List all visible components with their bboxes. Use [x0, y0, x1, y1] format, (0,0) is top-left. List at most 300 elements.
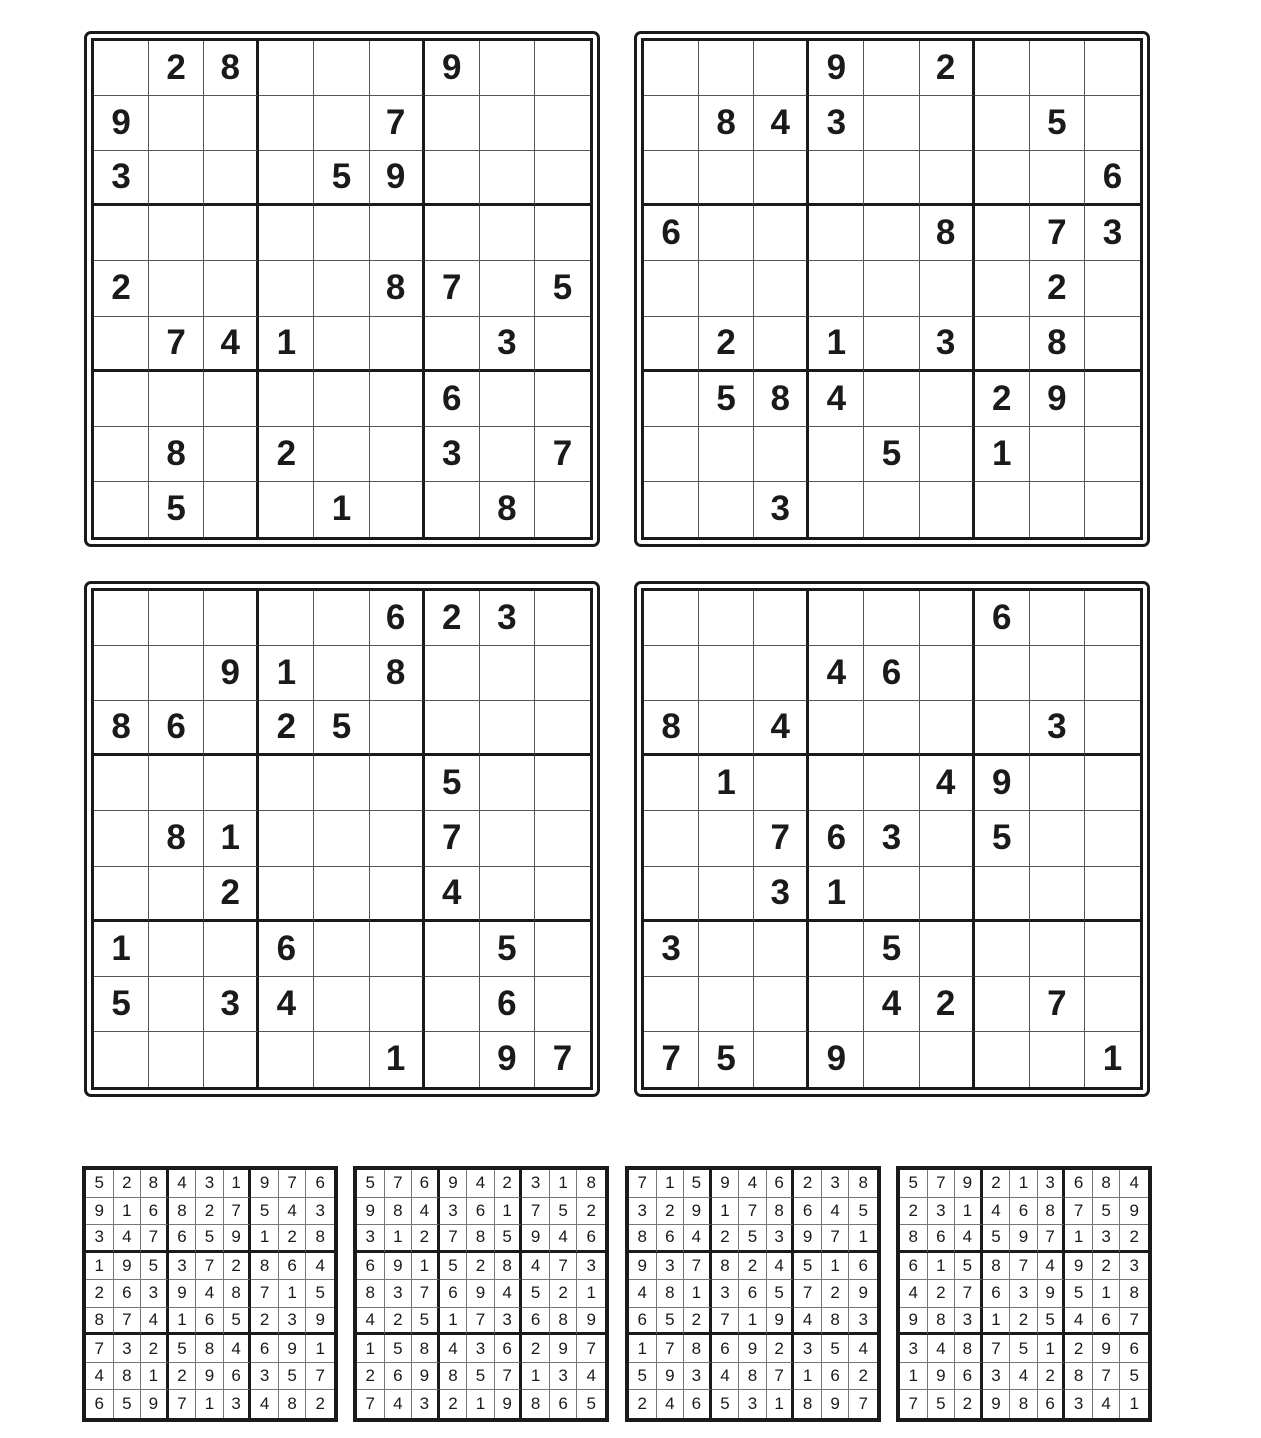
grid-cell-r4c6	[370, 756, 425, 811]
grid-cell-r2c2	[699, 646, 754, 701]
grid-cell-r5c7	[975, 261, 1030, 316]
grid-cell-r8c3: 3	[684, 1363, 712, 1391]
grid-cell-r4c5	[314, 756, 369, 811]
grid-cell-r1c3: 9	[955, 1170, 983, 1198]
grid-cell-r8c8: 6	[822, 1363, 850, 1391]
grid-cell-r3c4	[259, 151, 314, 206]
grid-cell-r3c4: 6	[169, 1225, 197, 1253]
grid-cell-r3c8: 3	[1030, 701, 1085, 756]
grid-cell-r4c5: 2	[467, 1253, 495, 1281]
grid-cell-r2c7: 5	[251, 1198, 279, 1226]
grid-cell-r8c3	[204, 427, 259, 482]
grid-cell-r1c5: 1	[1010, 1170, 1038, 1198]
grid-cell-r7c9: 4	[849, 1335, 877, 1363]
grid-cell-r8c6: 2	[920, 977, 975, 1032]
grid-cell-r9c7: 4	[251, 1390, 279, 1418]
grid-cell-r3c3: 4	[955, 1225, 983, 1253]
grid-cell-r7c2	[149, 372, 204, 427]
grid-cell-r6c1	[644, 867, 699, 922]
grid-cell-r3c5	[864, 701, 919, 756]
grid-cell-r3c4	[809, 151, 864, 206]
grid-cell-r5c9: 9	[849, 1280, 877, 1308]
grid-cell-r5c8: 2	[550, 1280, 578, 1308]
grid-cell-r9c9: 1	[1129, 1394, 1139, 1414]
grid-cell-r5c1: 2	[94, 261, 149, 316]
grid-cell-r1c6: 3	[1038, 1170, 1066, 1198]
grid-cell-r6c7	[975, 867, 1030, 922]
grid-cell-r7c3: 8	[684, 1335, 712, 1363]
grid-cell-r4c4	[809, 756, 864, 811]
grid-cell-r5c6	[920, 261, 975, 316]
grid-cell-r1c7: 6	[975, 591, 1030, 646]
grid-cell-r6c8: 6	[1093, 1308, 1121, 1336]
grid-cell-r8c8	[480, 427, 535, 482]
grid-cell-r2c3: 4	[412, 1198, 440, 1226]
grid-cell-r4c3: 5	[955, 1253, 983, 1281]
grid-cell-r8c5: 5	[864, 427, 919, 482]
grid-cell-r9c2: 4	[385, 1390, 413, 1418]
grid-cell-r4c3	[204, 206, 259, 261]
grid-cell-r5c3	[204, 261, 259, 316]
grid-cell-r3c6	[920, 151, 975, 206]
grid-cell-r2c9	[1085, 646, 1140, 701]
grid-cell-r5c3: 1	[204, 811, 259, 866]
grid-cell-r9c5	[864, 482, 919, 537]
grid-cell-r7c2: 3	[114, 1335, 142, 1363]
grid-cell-r8c5: 8	[739, 1363, 767, 1391]
grid-cell-r1c7	[975, 41, 1030, 96]
grid-cell-r5c5: 4	[196, 1280, 224, 1308]
grid-cell-r2c4: 3	[440, 1198, 468, 1226]
grid-cell-r2c8	[480, 96, 535, 151]
grid-cell-r9c4: 9	[983, 1390, 1011, 1418]
grid-cell-r4c6: 8	[495, 1253, 523, 1281]
grid-cell-r8c1	[644, 427, 699, 482]
grid-cell-r6c2	[699, 867, 754, 922]
grid-cell-r4c2: 1	[699, 756, 754, 811]
grid-cell-r1c2	[699, 591, 754, 646]
grid-cell-r5c1: 4	[629, 1280, 657, 1308]
grid-cell-r6c5	[314, 317, 369, 372]
grid-cell-r6c4: 7	[712, 1308, 740, 1336]
grid-cell-r5c6: 8	[370, 261, 425, 316]
grid-cell-r4c8	[480, 206, 535, 261]
grid-cell-r3c1	[644, 151, 699, 206]
grid-cell-r1c9: 4	[1120, 1170, 1148, 1198]
grid-cell-r6c3	[754, 317, 809, 372]
grid-cell-r4c1	[94, 206, 149, 261]
grid-cell-r6c1: 6	[629, 1308, 657, 1336]
grid-cell-r2c7: 7	[1065, 1198, 1093, 1226]
grid-cell-r6c2: 2	[385, 1308, 413, 1336]
grid-cell-r2c9: 5	[849, 1198, 877, 1226]
grid-cell-r1c8: 7	[279, 1170, 307, 1198]
grid-cell-r5c2: 8	[149, 811, 204, 866]
grid-cell-r8c8: 3	[550, 1363, 578, 1391]
grid-cell-r1c3: 5	[684, 1170, 712, 1198]
grid-cell-r7c9: 1	[306, 1335, 334, 1363]
grid-cell-r2c6: 7	[370, 96, 425, 151]
grid-cell-r8c9: 5	[1120, 1363, 1148, 1391]
grid-cell-r2c6: 1	[495, 1198, 523, 1226]
grid-cell-r3c4: 2	[259, 701, 314, 756]
grid-cell-r6c9	[1085, 867, 1140, 922]
grid-cell-r8c7	[425, 977, 480, 1032]
grid-cell-r8c3: 1	[141, 1363, 169, 1391]
grid-cell-r9c6	[920, 482, 975, 537]
grid-cell-r4c3: 1	[412, 1253, 440, 1281]
grid-cell-r4c4	[259, 206, 314, 261]
grid-cell-r4c1: 1	[86, 1253, 114, 1281]
grid-cell-r2c8: 5	[550, 1198, 578, 1226]
grid-cell-r8c9	[1085, 427, 1140, 482]
grid-cell-r2c2: 2	[657, 1198, 685, 1226]
grid-cell-r1c9: 8	[577, 1170, 605, 1198]
grid-cell-r9c2: 5	[928, 1390, 956, 1418]
grid-cell-r7c4	[259, 372, 314, 427]
grid-cell-r1c8	[1030, 591, 1085, 646]
grid-cell-r4c6: 2	[224, 1253, 252, 1281]
grid-cell-r1c7: 9	[251, 1170, 279, 1198]
grid-cell-r1c5	[864, 591, 919, 646]
grid-cell-r3c1: 8	[94, 701, 149, 756]
grid-cell-r6c6	[920, 867, 975, 922]
grid-cell-r6c9: 9	[577, 1308, 605, 1336]
grid-cell-r5c2	[699, 811, 754, 866]
grid-cell-r7c1: 1	[629, 1335, 657, 1363]
grid-cell-r2c4: 1	[712, 1198, 740, 1226]
grid-cell-r6c2: 5	[657, 1308, 685, 1336]
grid-cell-r3c7	[975, 151, 1030, 206]
grid-cell-r8c7: 1	[975, 427, 1030, 482]
grid-cell-r8c4: 2	[169, 1363, 197, 1391]
grid-cell-r8c1: 5	[629, 1363, 657, 1391]
grid-cell-r3c4: 7	[440, 1225, 468, 1253]
grid-cell-r8c4: 3	[983, 1363, 1011, 1391]
grid-cell-r3c7	[425, 151, 480, 206]
grid-cell-r8c3	[754, 977, 809, 1032]
grid-cell-r5c2: 6	[114, 1280, 142, 1308]
grid-cell-r3c9: 6	[577, 1225, 605, 1253]
grid-cell-r7c8: 5	[480, 922, 535, 977]
grid-cell-r6c5: 7	[467, 1308, 495, 1336]
grid-cell-r3c2	[699, 151, 754, 206]
grid-cell-r2c5	[314, 96, 369, 151]
grid-cell-r2c9	[535, 96, 590, 151]
grid-cell-r2c4: 4	[809, 646, 864, 701]
grid-cell-r3c5: 5	[739, 1225, 767, 1253]
grid-cell-r5c7: 7	[425, 261, 480, 316]
grid-cell-r2c5	[864, 96, 919, 151]
grid-cell-r4c6: 8	[920, 206, 975, 261]
grid-cell-r6c4: 1	[259, 317, 314, 372]
grid-cell-r6c8: 3	[480, 317, 535, 372]
grid-cell-r1c8: 8	[1093, 1170, 1121, 1198]
grid-cell-r9c6	[370, 482, 425, 537]
grid-cell-r4c5	[314, 206, 369, 261]
grid-cell-r3c6: 9	[224, 1225, 252, 1253]
grid-cell-r6c8	[480, 867, 535, 922]
grid-cell-r2c1: 9	[94, 96, 149, 151]
grid-cell-r2c8	[1030, 646, 1085, 701]
grid-cell-r1c9	[535, 41, 590, 96]
grid-cell-r5c6: 9	[1038, 1280, 1066, 1308]
grid-cell-r4c4: 8	[983, 1253, 1011, 1281]
grid-cell-r8c7	[975, 977, 1030, 1032]
grid-cell-r3c1: 3	[94, 151, 149, 206]
grid-cell-r1c4	[259, 41, 314, 96]
grid-cell-r4c6: 4	[1038, 1253, 1066, 1281]
grid-cell-r7c3: 8	[754, 372, 809, 427]
grid-cell-r1c9	[1085, 41, 1140, 96]
grid-cell-r2c4: 3	[809, 96, 864, 151]
grid-cell-r4c7: 9	[1065, 1253, 1093, 1281]
grid-cell-r7c9	[1085, 372, 1140, 427]
grid-cell-r8c2	[699, 977, 754, 1032]
grid-cell-r1c7: 2	[794, 1170, 822, 1198]
grid-cell-r1c7: 3	[522, 1170, 550, 1198]
grid-cell-r6c8: 8	[550, 1308, 578, 1336]
grid-cell-r9c8: 4	[1093, 1390, 1121, 1418]
grid-cell-r4c7: 5	[425, 756, 480, 811]
grid-cell-r1c8: 1	[550, 1170, 578, 1198]
grid-cell-r8c1	[644, 977, 699, 1032]
grid-cell-r1c7: 6	[1065, 1170, 1093, 1198]
grid-cell-r1c2: 7	[928, 1170, 956, 1198]
grid-cell-r5c3: 1	[684, 1280, 712, 1308]
grid-cell-r8c7: 1	[522, 1363, 550, 1391]
grid-cell-r8c6: 7	[767, 1363, 795, 1391]
grid-cell-r2c8: 4	[279, 1198, 307, 1226]
grid-cell-r5c6	[920, 811, 975, 866]
grid-cell-r9c7: 8	[522, 1390, 550, 1418]
grid-cell-r3c4: 5	[983, 1225, 1011, 1253]
grid-cell-r7c9	[1085, 922, 1140, 977]
grid-cell-r4c1: 6	[644, 206, 699, 261]
grid-cell-r3c2	[149, 151, 204, 206]
grid-cell-r4c1	[644, 756, 699, 811]
grid-cell-r3c3: 7	[141, 1225, 169, 1253]
grid-cell-r4c3	[754, 756, 809, 811]
grid-cell-r6c4	[259, 867, 314, 922]
grid-cell-r1c8	[1030, 41, 1085, 96]
grid-cell-r7c2: 5	[385, 1335, 413, 1363]
grid-cell-r5c9: 5	[535, 261, 590, 316]
sudoku-puzzle-1	[84, 31, 600, 547]
grid-cell-r5c5: 6	[739, 1280, 767, 1308]
grid-cell-r8c6: 6	[224, 1363, 252, 1391]
grid-cell-r2c5: 6	[1010, 1198, 1038, 1226]
grid-cell-r4c3	[204, 756, 259, 811]
grid-cell-r3c3: 4	[754, 701, 809, 756]
grid-cell-r8c4: 4	[712, 1363, 740, 1391]
grid-cell-r1c8: 3	[480, 591, 535, 646]
grid-cell-r2c9: 3	[306, 1198, 334, 1226]
grid-cell-r6c5: 1	[739, 1308, 767, 1336]
grid-cell-r9c1: 7	[644, 1032, 699, 1087]
grid-cell-r1c2	[149, 591, 204, 646]
grid-cell-r7c4: 4	[440, 1335, 468, 1363]
grid-cell-r7c3: 8	[955, 1335, 983, 1363]
grid-cell-r7c6: 4	[224, 1335, 252, 1363]
grid-cell-r5c7: 7	[251, 1280, 279, 1308]
grid-cell-r2c9	[535, 646, 590, 701]
grid-cell-r1c3: 6	[412, 1170, 440, 1198]
grid-cell-r1c9: 6	[306, 1170, 334, 1198]
grid-cell-r1c5	[314, 591, 369, 646]
grid-cell-r4c4: 8	[712, 1253, 740, 1281]
grid-cell-r7c3: 2	[141, 1335, 169, 1363]
grid-cell-r1c5: 3	[196, 1170, 224, 1198]
grid-cell-r4c9: 3	[577, 1253, 605, 1281]
grid-cell-r8c6	[370, 977, 425, 1032]
grid-cell-r8c5: 9	[196, 1363, 224, 1391]
grid-cell-r3c5: 5	[314, 701, 369, 756]
grid-cell-r9c6: 6	[1038, 1390, 1066, 1418]
grid-cell-r5c8	[480, 811, 535, 866]
grid-cell-r5c3: 3	[141, 1280, 169, 1308]
grid-cell-r7c6: 1	[1038, 1335, 1066, 1363]
grid-cell-r9c3: 2	[955, 1390, 983, 1418]
grid-cell-r6c7	[425, 317, 480, 372]
grid-cell-r6c1: 9	[900, 1308, 928, 1336]
grid-cell-r8c8: 7	[1030, 977, 1085, 1032]
sudoku-solution-1	[82, 1166, 338, 1422]
grid-cell-r6c8: 8	[822, 1308, 850, 1336]
grid-cell-r1c3: 8	[204, 41, 259, 96]
grid-cell-r7c2: 4	[928, 1335, 956, 1363]
grid-cell-r2c8: 4	[822, 1198, 850, 1226]
grid-cell-r1c4: 2	[983, 1170, 1011, 1198]
grid-cell-r8c8	[1030, 427, 1085, 482]
grid-cell-r8c3	[754, 427, 809, 482]
grid-cell-r5c5: 3	[1010, 1280, 1038, 1308]
grid-cell-r4c3	[754, 206, 809, 261]
grid-cell-r2c2	[149, 646, 204, 701]
grid-cell-r9c2	[699, 482, 754, 537]
grid-cell-r3c7: 1	[251, 1225, 279, 1253]
grid-cell-r8c7: 8	[1065, 1363, 1093, 1391]
grid-cell-r4c9	[1085, 756, 1140, 811]
grid-cell-r8c3: 3	[204, 977, 259, 1032]
grid-cell-r1c2	[699, 41, 754, 96]
grid-cell-r3c4: 2	[712, 1225, 740, 1253]
grid-cell-r9c3	[754, 1032, 809, 1087]
grid-cell-r7c7: 6	[251, 1335, 279, 1363]
grid-cell-r7c2: 7	[657, 1335, 685, 1363]
grid-cell-r3c6	[920, 701, 975, 756]
grid-cell-r7c2	[699, 922, 754, 977]
grid-cell-r7c7: 2	[522, 1335, 550, 1363]
grid-cell-r9c4	[259, 482, 314, 537]
grid-cell-r6c8: 3	[279, 1308, 307, 1336]
grid-cell-r2c7	[425, 96, 480, 151]
grid-cell-r7c6	[920, 372, 975, 427]
grid-cell-r3c7	[425, 701, 480, 756]
grid-cell-r8c5: 4	[1010, 1363, 1038, 1391]
grid-cell-r4c9	[535, 756, 590, 811]
grid-cell-r8c6: 7	[495, 1363, 523, 1391]
grid-cell-r4c7: 8	[251, 1253, 279, 1281]
grid-cell-r6c7: 2	[251, 1308, 279, 1336]
grid-cell-r7c8	[480, 372, 535, 427]
grid-cell-r1c5	[864, 41, 919, 96]
grid-cell-r4c2	[149, 206, 204, 261]
grid-cell-r2c7: 7	[522, 1198, 550, 1226]
grid-cell-r5c3	[754, 261, 809, 316]
grid-cell-r6c2	[149, 867, 204, 922]
grid-cell-r5c9	[1085, 261, 1140, 316]
grid-cell-r2c3: 9	[684, 1198, 712, 1226]
grid-cell-r9c7	[975, 482, 1030, 537]
grid-cell-r6c1: 4	[357, 1308, 385, 1336]
grid-cell-r7c5: 5	[1010, 1335, 1038, 1363]
grid-cell-r3c2: 6	[149, 701, 204, 756]
grid-cell-r4c9: 4	[306, 1253, 334, 1281]
grid-cell-r4c2: 9	[114, 1253, 142, 1281]
grid-cell-r8c4	[809, 427, 864, 482]
grid-cell-r6c7: 4	[794, 1308, 822, 1336]
grid-cell-r1c6: 6	[767, 1170, 795, 1198]
grid-cell-r8c3: 6	[955, 1363, 983, 1391]
grid-cell-r4c6: 4	[920, 756, 975, 811]
grid-cell-r2c8: 5	[1030, 96, 1085, 151]
grid-cell-r1c4: 4	[169, 1170, 197, 1198]
grid-cell-r9c9	[535, 482, 590, 537]
grid-cell-r6c6	[370, 317, 425, 372]
grid-cell-r9c7: 8	[794, 1390, 822, 1418]
grid-cell-r6c6: 9	[767, 1308, 795, 1336]
grid-cell-r4c8	[1030, 756, 1085, 811]
grid-cell-r9c2: 4	[657, 1390, 685, 1418]
grid-cell-r8c9: 4	[577, 1363, 605, 1391]
grid-cell-r5c4: 3	[712, 1280, 740, 1308]
grid-cell-r9c4: 2	[440, 1390, 468, 1418]
grid-cell-r2c2: 1	[114, 1198, 142, 1226]
grid-cell-r5c1	[94, 811, 149, 866]
grid-cell-r4c5: 7	[1010, 1253, 1038, 1281]
grid-cell-r8c1: 1	[900, 1363, 928, 1391]
grid-cell-r6c9: 9	[306, 1308, 334, 1336]
grid-cell-r3c7: 1	[1065, 1225, 1093, 1253]
grid-cell-r5c8: 2	[822, 1280, 850, 1308]
grid-cell-r9c6: 3	[224, 1390, 252, 1418]
grid-cell-r3c7	[975, 701, 1030, 756]
grid-cell-r4c5	[864, 756, 919, 811]
grid-cell-r5c4: 9	[169, 1280, 197, 1308]
grid-cell-r9c1	[644, 482, 699, 537]
grid-cell-r9c3	[204, 482, 259, 537]
grid-cell-r1c3	[754, 41, 809, 96]
grid-cell-r5c5: 9	[467, 1280, 495, 1308]
grid-cell-r5c7: 7	[794, 1280, 822, 1308]
grid-cell-r3c5: 5	[314, 151, 369, 206]
grid-cell-r4c7: 4	[522, 1253, 550, 1281]
grid-cell-r9c6: 1	[767, 1390, 795, 1418]
grid-cell-r1c6: 2	[495, 1170, 523, 1198]
grid-cell-r9c4	[809, 482, 864, 537]
grid-cell-r3c6: 3	[767, 1225, 795, 1253]
grid-cell-r8c9: 7	[535, 427, 590, 482]
grid-cell-r2c9: 9	[1120, 1198, 1148, 1226]
grid-cell-r7c5: 9	[739, 1335, 767, 1363]
grid-cell-r7c4: 6	[712, 1335, 740, 1363]
grid-cell-r5c1	[644, 261, 699, 316]
grid-cell-r8c5	[314, 977, 369, 1032]
grid-cell-r5c9: 8	[1120, 1280, 1148, 1308]
grid-cell-r5c4	[259, 811, 314, 866]
grid-cell-r7c6	[920, 922, 975, 977]
